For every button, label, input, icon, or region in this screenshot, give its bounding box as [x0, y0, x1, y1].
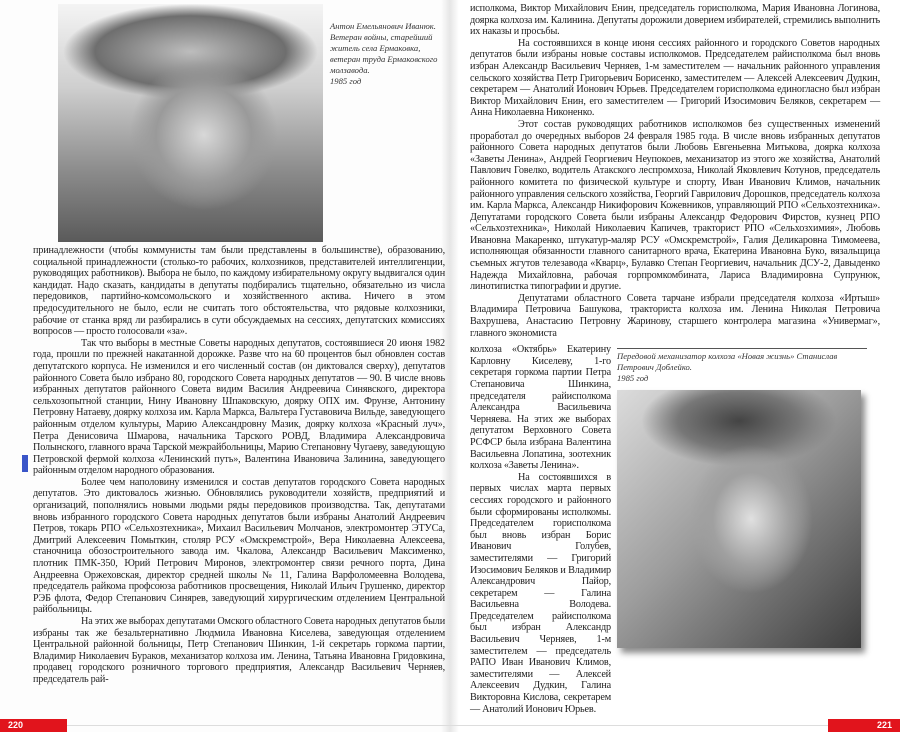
page-number-left: 220: [0, 719, 67, 732]
left-footer: [0, 715, 450, 732]
caption-name: Передовой механизатор колхоза «Новая жизнь» Станислав Петрович Доблейко.: [617, 351, 838, 373]
caption-name: Антон Емельянович Иванюк.: [330, 21, 436, 31]
caption-description: Ветеран войны, старейший житель села Ермаковка, ветеран труда Ермаковского молзавода.: [330, 32, 438, 75]
right-body-text-top: [450, 0, 900, 339]
paragraph: На этих же выборах депутатами Омского областного Совета народных депутатов были избраны так же безальтернативно Людмила Ивановна Киселева, заведующая отделением Центральной районной больницы, Петр Степанович Шинкин, 1-й секретарь горкома партии, Владимир Николаевич Бураков, механизатор колхоза им. Ленина, Татьяна Ивановна Гридовкина, продавец городского розничного торгового предприятия, Александр Васильевич Черняев, председатель рай-: [33, 616, 445, 685]
left-body-text: [0, 242, 450, 686]
photo-caption-right: [617, 351, 867, 384]
right-figure: [617, 344, 867, 648]
paragraph: Более чем наполовину изменился и состав депутатов городского Совета народных депутатов. Это диктовалось жизнью. Обновлялись руководители хозяйств, предприятий и организаций, пополнялись новыми людьми ряды передовиков производства. Так, депутатами вновь избранного городского Совета народных депутатов были избраны Анатолий Андреевич Петров, токарь РПО «Сельхозтехника», Михаил Васильевич Молчанов, электромонтер ЭТУСа, Дмитрий Алексеевич Помыткин, столяр РСУ «Омскремстрой», Вера Николаевна Алексеева, станочница обозостроительного завода им. Чкалова, Александр Васильевич Максименко, плотник ПМК-350, Юрий Петрович Миронов, электромонтер связи речного порта, Дина Андреевна Оржеховская, директор средней школы № 11, Галина Варфоломеевна Володева, председатель райкома профсоюза работников просвещения, Николай Ильич Грушенко, директор РЭБ флота, Федор Степанович Синярев, заведующий хирургическим отделением Центральной райбольницы.: [33, 476, 445, 616]
portrait-photo-mechanic: [617, 390, 861, 648]
right-lower-block: [450, 339, 900, 715]
paragraph: Этот состав руководящих работников исполкомов без существенных изменений проработал до очередных выборов 24 февраля 1985 года. В числе вновь избранных депутатов районного Совета народных депутатов были Любовь Евгеньевна Митькова, доярка колхоза «Заветы Ленина», Андрей Георгиевич Неупокоев, механизатор из этого же хозяйства, Анатолий Павлович Говелко, водитель Атакского леспромхоза, Николай Яковлевич Котунов, председатель районного комитета по физической культуре и спорту, Иван Иванович Климов, начальник районного управления сельского хозяйства, Георгий Гаврилович Дорошков, председатель колхоза им. Карла Маркса, Александр Никифорович Кожевников, управляющий РПО «Сельхозтехника». Депутатами городского Совета были избраны Александр Федорович Фирстов, кузнец РПО «Сельхозтехника», Николай Николаевич Капичев, тракторист РПО «Сельхозхимия», Любовь Ивановна Макаренко, штукатур-маляр РСУ «Омскремстрой», Галия Деликаровна Тимомеева, исполняющая обязанности главного санитарного врача, Екатерина Ивановна Буко, вязальщица съемных жгутов телезавода «Кварц», Булавко Степан Георгиевич, начальник ДСУ-2, Давыденко Надежда Михайловна, рабочая горпромкомбината, Лариса Владимировна Супрунюк, линотипистка типографии и другие.: [470, 118, 880, 293]
page-number-right: 221: [828, 719, 900, 732]
footer-rule: [67, 725, 450, 726]
paragraph: колхоза «Октябрь» Екатерину Карловну Киселеву, 1-го секретаря горкома партии Петра Степановича Шинкина, председателя райисполкома Александра Васильевича Черняева. На этих же выборах депутатом Верховного Совета РСФСР была избрана Валентина Васильевна Лопатина, зоотехник колхоза «Заветы Ленина».: [470, 344, 611, 472]
right-body-text-column: [470, 344, 611, 715]
paragraph: Так что выборы в местные Советы народных депутатов, состоявшиеся 20 июня 1982 года, прошли по прежней накатанной дорожке. Разве что на 60 процентов был обновлен состав депутатского корпуса. Не изменился и его численный состав (он диктовался сверху), депутатов районного Совета было избрано 80, городского Совета народных депутатов — 90. В числе вновь избранных депутатов районного Совета видим Василия Андреевича Синявского, директора сельхозопытной станции, Нину Ивановну Шпаковскую, доярку ОПХ им. Фрунзе, Антонину Петровну Натаеву, доярку колхоза им. Карла Маркса, Вальтера Густавовича Вильде, заведующего районным отделом культуры, Марию Александровну Мазик, доярку колхоза «Красный луч», Петра Денисовича Шмарова, начальника Тарского РОВД, Владимира Александровича Полынского, главного врача Тарской межрайбольницы, Марию Степановну Чугаеву, заведующую Петровской фермой колхоза «Ленинский путь», Валентина Ивановича Залинина, заведующего районным отделом народного образования.: [33, 337, 445, 477]
bookmark-marker: [22, 455, 28, 472]
left-photo-block: [0, 0, 450, 242]
paragraph: На состоявшихся в первых числах марта первых сессиях городского и районного были сформированы исполкомы. Председателем горисполкома был вновь избран Борис Иванович Голубев, заместителями — Григорий Изосимович Беляков и Владимир Александрович Пайор, секретарем — Галина Васильевна Володева. Председателем райисполкома был избран Александр Васильевич Черняев, 1-м заместителем — председатель РАПО Иван Иванович Климов, заместителями — Алексей Алексеевич Дудкин, Галина Викторовна Кислова, секретарем — Анатолий Ионович Юрьев.: [470, 471, 611, 715]
caption-rule: [617, 348, 867, 349]
caption-year: 1985 год: [617, 373, 649, 384]
right-footer: [450, 715, 900, 732]
portrait-photo-veteran: [58, 4, 323, 242]
footer-rule: [450, 725, 828, 726]
paragraph: принадлежности (чтобы коммунисты там были представлены в большинстве), образованию, социальной принадлежности (столько-то рабочих, колхозников, представителей интеллигенции, руководящих работников). Выбора не было, по каждому избирательному округу выдвигался один кандидат. Надо сказать, кандидаты в депутаты подбирались тщательно, обязательно из числа передовиков, партийно-комсомольского и хозяйственного актива. Ничего в этом предосудительного не было, если не считать того обстоятельства, что рядовые колхозники, рабочие от станка вряд ли разбирались в сути обсуждаемых на сессиях, депутатских комиссиях вопросов — просто голосовали «за».: [33, 245, 445, 338]
right-page: [450, 0, 900, 732]
photo-caption-left: [330, 4, 442, 242]
paragraph: исполкома, Виктор Михайлович Енин, председатель горисполкома, Мария Ивановна Логинова, доярка колхоза им. Калинина. Депутаты дорожили доверием избирателей, стремились выполнить их наказы и просьбы.: [470, 3, 880, 38]
paragraph: На состоявшихся в конце июня сессиях районного и городского Советов народных депутатов были избраны новые составы исполкомов. Председателем райисполкома был вновь избран Александр Васильевич Черняев, 1-м заместителем — начальник районного управления сельского хозяйства Петр Григорьевич Борисенко, заместителем — Алексей Алексеевич Дудкин, секретарем — Анатолий Ионович Юрьев. Председателем горисполкома единогласно был избран Виктор Михайлович Енин, его заместителем — Григорий Изосимович Беляков, секретарем — Анна Николаевна Никоненко.: [470, 37, 880, 119]
paragraph: Депутатами областного Совета тарчане избрали председателя колхоза «Иртыш» Владимира Петровича Башукова, тракториста колхоза им. Ленина Николая Петровича Вахрушева, Анастасию Петровну Жаринову, старшего контролера магазина «Универмаг», главного экономиста: [470, 292, 880, 339]
caption-year: 1985 год: [330, 76, 362, 86]
